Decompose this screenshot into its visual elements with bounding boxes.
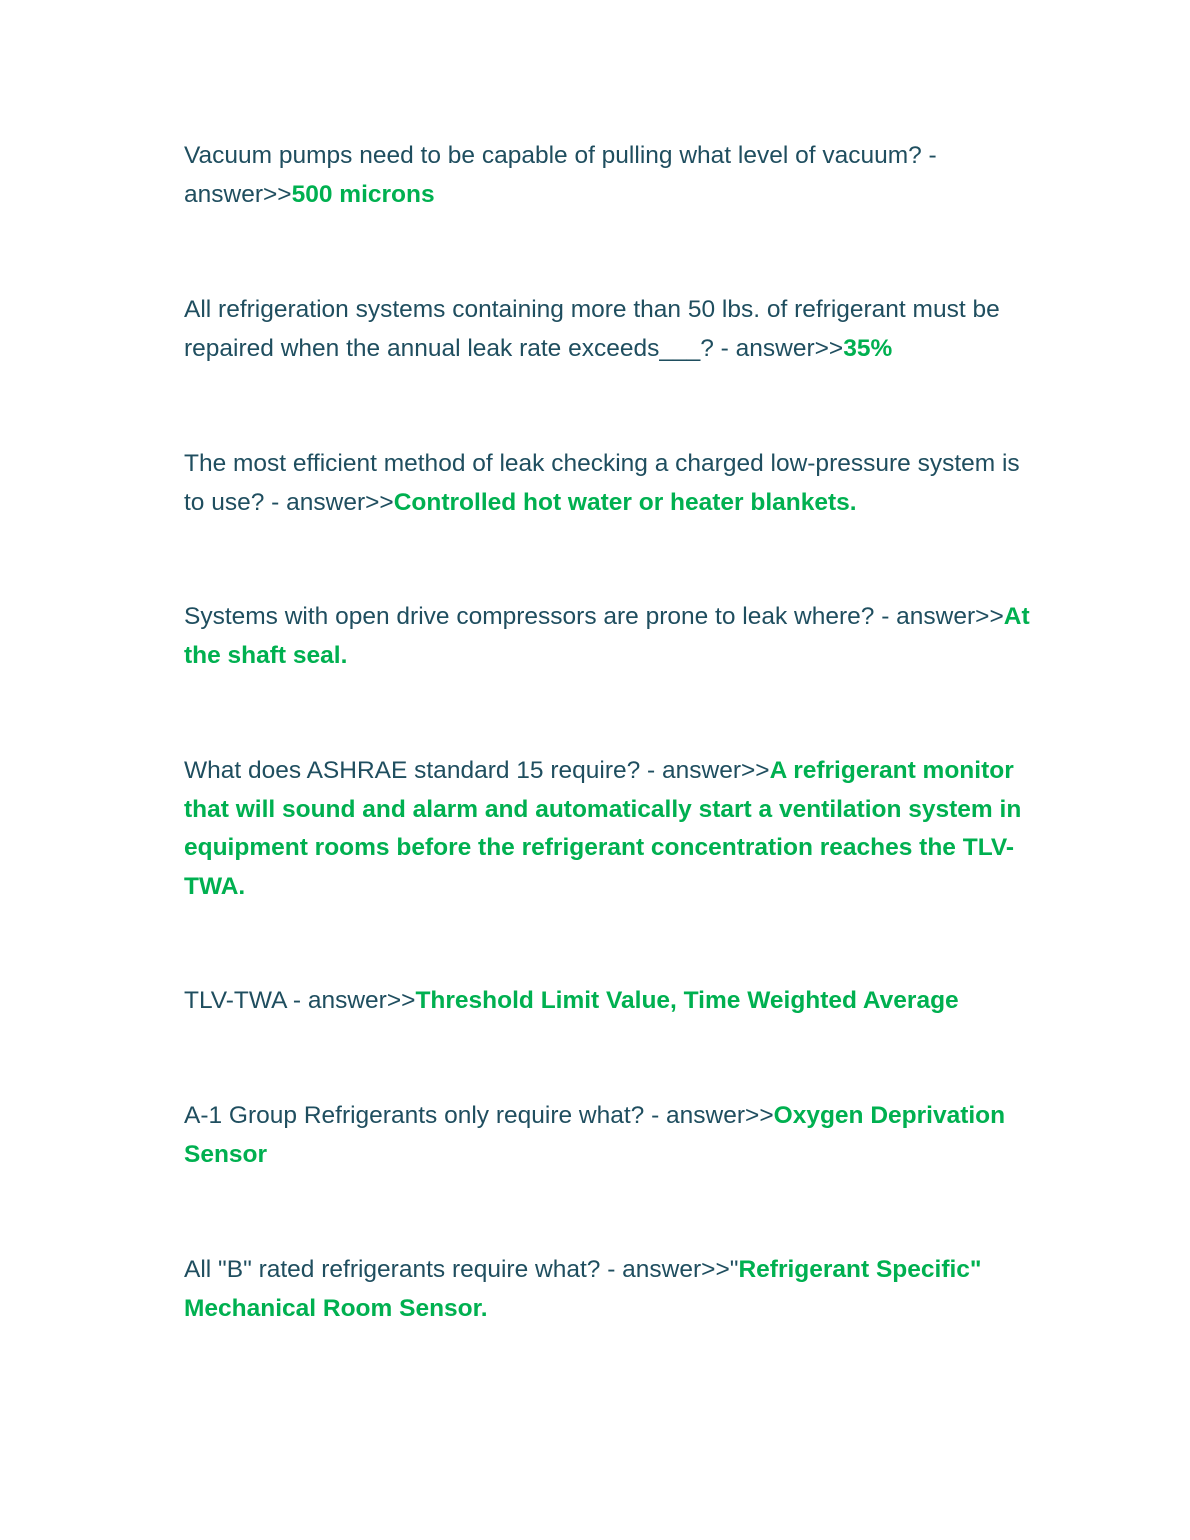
question-text: All refrigeration systems containing more than 50 lbs. of refrigerant must be repaired when the annual leak rate exceeds___? - answer>>	[184, 296, 1000, 362]
qa-item-a1-group	[184, 1097, 1046, 1174]
qa-item-tlv-twa	[184, 982, 1046, 1021]
qa-item-ashrae-15	[184, 752, 1046, 906]
answer-text: Controlled hot water or heater blankets.	[393, 488, 857, 516]
answer-text: A refrigerant monitor that will sound and alarm and automatically start a ventilation system in equipment rooms before the refrigerant concentration reaches the TLV-TWA.	[184, 757, 1022, 900]
qa-item-vacuum-level	[184, 137, 1046, 214]
answer-text: At the shaft seal.	[184, 603, 1030, 669]
qa-item-b-rated	[184, 1251, 1046, 1328]
question-text: TLV-TWA - answer>>	[184, 987, 416, 1014]
question-text: What does ASHRAE standard 15 require? - answer>>	[184, 757, 770, 784]
answer-text: 500 microns	[291, 180, 435, 208]
answer-text: Refrigerant Specific" Mechanical Room Sensor.	[184, 1256, 982, 1322]
answer-text: Threshold Limit Value, Time Weighted Average	[415, 987, 959, 1014]
answer-text: Oxygen Deprivation Sensor	[184, 1102, 1006, 1168]
question-text: A-1 Group Refrigerants only require what? - answer>>	[184, 1102, 774, 1129]
qa-item-leak-checking-method	[184, 445, 1046, 522]
question-text: All "B" rated refrigerants require what? - answer>>"	[184, 1256, 739, 1283]
qa-item-open-drive-leak	[184, 598, 1046, 675]
question-text: Systems with open drive compressors are prone to leak where? - answer>>	[184, 603, 1004, 630]
question-text: The most efficient method of leak checking a charged low-pressure system is to use? - answer>>	[184, 450, 1020, 516]
question-text: Vacuum pumps need to be capable of pulling what level of vacuum? - answer>>	[184, 142, 937, 208]
qa-item-leak-rate	[184, 291, 1046, 368]
answer-text: 35%	[843, 334, 893, 362]
